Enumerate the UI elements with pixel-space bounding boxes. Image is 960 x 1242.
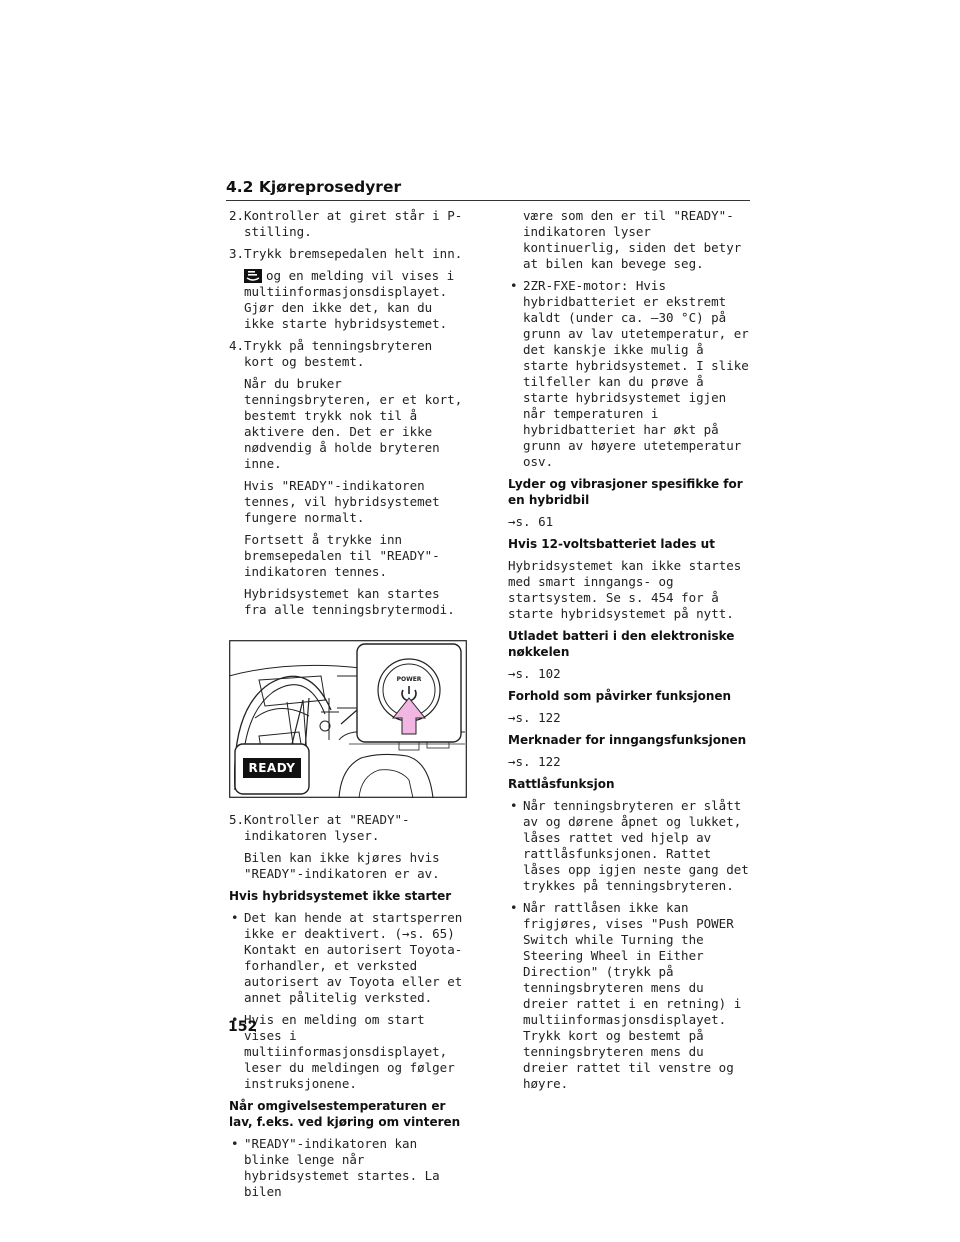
ref-key-battery: →s. 102 <box>508 666 561 681</box>
step-4-p1: Når du bruker tenningsbryteren, er et kort, bestemt trykk nok til å aktivere den. Det er ikke nødvendig å holde bryteren inne. <box>244 376 463 471</box>
step-2: 2. Kontroller at giret står i P-stilling. <box>229 208 463 239</box>
bullet-cold-battery: • 2ZR-FXE-motor: Hvis hybridbatteriet er ekstremt kaldt (under ca. –30 °C) på grunn av lav utetemperatur, er det kanskje ikke mulig å starte hybridsystemet. I slike tilfeller kan du prøve å starte hybridsystemet igjen når temperaturen i hybridbatteriet har økt på grunn av høyere utetemperatur osv. <box>508 278 752 470</box>
bullet-ready-blink-cont: være som den er til "READY"-indikatoren lyser kontinuerlig, siden det betyr at bilen kan bevege seg. <box>523 208 742 271</box>
step-3-detail <box>229 268 467 332</box>
step-2-text: Kontroller at giret står i P-stilling. <box>244 208 463 239</box>
page-number: 152 <box>228 1019 258 1035</box>
ref-conditions: →s. 122 <box>508 710 561 725</box>
heading-entry-notes: Merknader for inngangsfunksjonen <box>508 733 747 747</box>
step-5-text: Kontroller at "READY"-indikatoren lyser. <box>244 812 410 843</box>
ready-indicator: READY <box>248 761 296 775</box>
step-3-text: Trykk bremsepedalen helt inn. <box>244 246 463 261</box>
heading-steering-lock: Rattlåsfunksjon <box>508 777 615 791</box>
right-column <box>508 208 752 1098</box>
power-switch-illustration <box>229 640 467 798</box>
heading-cold-weather: Når omgivelsestemperaturen er lav, f.eks. ved kjøring om vinteren <box>229 1099 461 1129</box>
header-rule <box>226 200 750 201</box>
step-3-detail-text: og en melding vil vises i multiinformasjonsdisplayet. Gjør den ikke det, kan du ikke starte hybridsystemet. <box>244 268 455 331</box>
power-label: POWER <box>396 676 422 683</box>
step-4: 4. Trykk på tenningsbryteren kort og bestemt. <box>229 338 433 369</box>
heading-conditions: Forhold som påvirker funksjonen <box>508 689 732 703</box>
ref-sounds: →s. 61 <box>508 514 554 529</box>
bullet-steering-unlock: • Når rattlåsen ikke kan frigjøres, vises "Push POWER Switch while Turning the Steering Wheel in Either Direction" (trykk på tenningsbryteren mens du dreier rattet i en retning) i multiinformasjonsdisplayet. Trykk kort og bestemt på tenningsbryteren mens du dreier rattet til venstre og høyre. <box>508 900 752 1092</box>
heading-key-battery: Utladet batteri i den elektroniske nøkkelen <box>508 629 735 659</box>
brake-message-icon <box>244 269 262 283</box>
heading-not-starting: Hvis hybridsystemet ikke starter <box>229 889 452 903</box>
step-5-p1: Bilen kan ikke kjøres hvis "READY"-indikatoren er av. <box>244 850 440 881</box>
bullet-start-message: • Hvis en melding om start vises i multiinformasjonsdisplayet, leser du meldingen og følger instruksjonene. <box>229 1012 467 1092</box>
bullet-ready-blink: • "READY"-indikatoren kan blinke lenge når hybridsystemet startes. La bilen <box>229 1136 467 1200</box>
step-5: 5. Kontroller at "READY"-indikatoren lyser. <box>229 812 410 843</box>
step-4-p4: Hybridsystemet kan startes fra alle tenningsbrytermodi. <box>244 586 455 617</box>
step-3: 3. Trykk bremsepedalen helt inn. <box>229 246 463 261</box>
step-4-text: Trykk på tenningsbryteren kort og bestemt. <box>244 338 433 369</box>
heading-12v-battery: Hvis 12-voltsbatteriet lades ut <box>508 537 715 551</box>
section-header: 4.2 Kjøreprosedyrer <box>226 178 402 196</box>
para-12v-battery: Hybridsystemet kan ikke startes med smart inngangs- og startsystem. Se s. 454 for å starte hybridsystemet på nytt. <box>508 558 742 621</box>
ref-entry-notes: →s. 122 <box>508 754 561 769</box>
heading-sounds: Lyder og vibrasjoner spesifikke for en hybridbil <box>508 477 743 507</box>
step-4-p2: Hvis "READY"-indikatoren tennes, vil hybridsystemet fungere normalt. <box>244 478 440 525</box>
bullet-steering-lock: • Når tenningsbryteren er slått av og dørene åpnet og lukket, låses rattet ved hjelp av rattlåsfunksjonen. Rattet låses opp igjen neste gang det trykkes på tenningsbryteren. <box>508 798 752 894</box>
step-4-p3: Fortsett å trykke inn bremsepedalen til "READY"-indikatoren tennes. <box>244 532 440 579</box>
left-column <box>229 208 467 1206</box>
bullet-immobilizer: • Det kan hende at startsperren ikke er deaktivert. (→s. 65) Kontakt en autorisert Toyota-forhandler, et verksted autorisert av Toyota eller et annet pålitelig verksted. <box>229 910 467 1006</box>
